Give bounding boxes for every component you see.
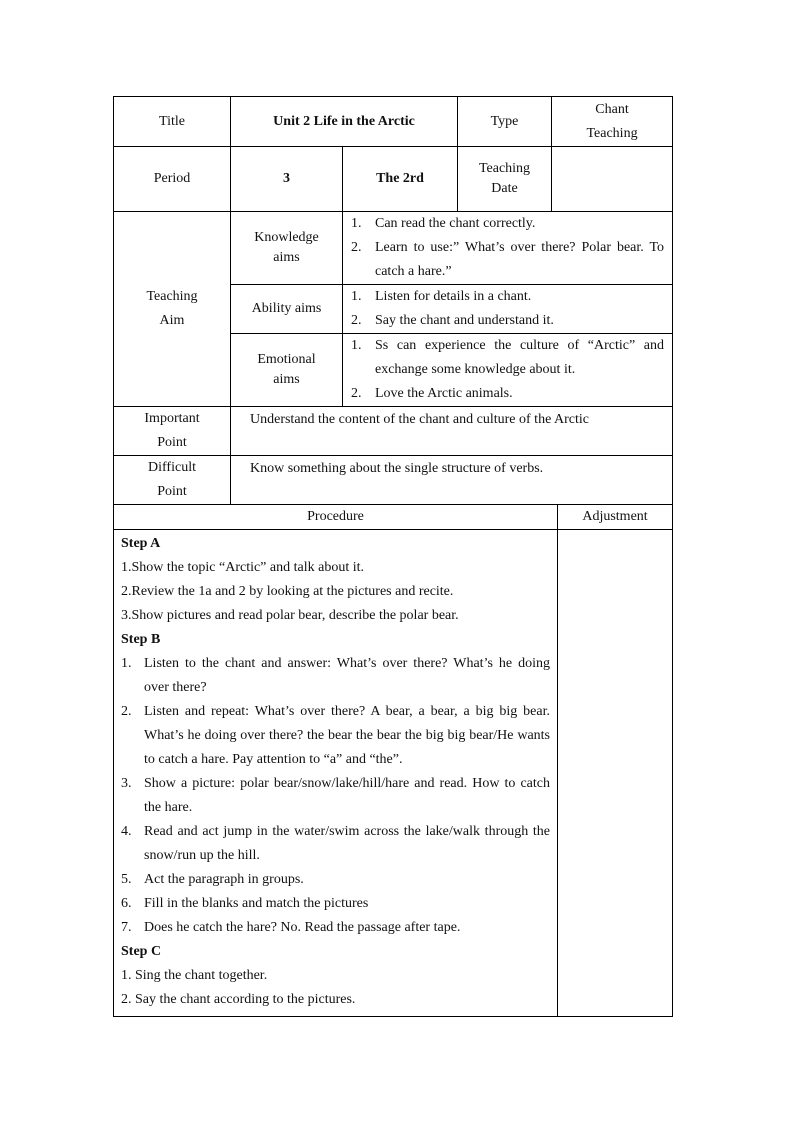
emotional-aims-label-line1: Emotional (257, 352, 316, 367)
item-text: Listen to the chant and answer: What’s over there? What’s he doing over there? (144, 656, 551, 695)
difficult-point-label (114, 456, 231, 505)
type-value-line2: Teaching (586, 125, 638, 141)
teaching-date-label (458, 147, 552, 212)
teaching-aim-label-line2: Aim (159, 313, 185, 328)
teaching-date-label-line2: Date (491, 181, 518, 196)
item-text: Can read the chant correctly. (375, 216, 536, 231)
list-item (121, 652, 550, 700)
step-b-title: Step B (121, 632, 161, 647)
period-label: Period (114, 147, 231, 212)
emotional-aims-label (231, 334, 343, 407)
item-number: 2. (351, 240, 362, 255)
step-c-line: 2. Say the chant according to the pictures. (121, 992, 356, 1007)
list-item (121, 772, 550, 820)
list-item (121, 868, 550, 892)
important-point-label (114, 407, 231, 456)
item-text: Act the paragraph in groups. (144, 872, 304, 887)
knowledge-aims-label-line2: aims (273, 250, 300, 265)
type-value (552, 97, 673, 147)
item-text: Say the chant and understand it. (375, 313, 554, 328)
list-item (121, 820, 550, 868)
procedure-content-row (114, 530, 673, 1017)
item-number: 2. (351, 313, 362, 328)
teaching-aim-label-line1: Teaching (146, 289, 198, 304)
item-text: Read and act jump in the water/swim across the lake/walk through the snow/run up the hill. (144, 824, 551, 863)
item-text: Love the Arctic animals. (375, 386, 513, 401)
title-row (114, 97, 673, 147)
lesson-plan-sheet (113, 96, 672, 1017)
ability-aims-label: Ability aims (231, 285, 343, 334)
list-item (351, 236, 664, 284)
title-label: Title (114, 97, 231, 147)
item-text: Listen for details in a chant. (375, 289, 532, 304)
list-item (351, 334, 664, 382)
step-a-line: 1.Show the topic “Arctic” and talk about it. (121, 560, 364, 575)
list-item (121, 916, 550, 940)
item-number: 1. (351, 216, 362, 231)
step-a-line: 2.Review the 1a and 2 by looking at the pictures and recite. (121, 584, 454, 599)
list-item (351, 212, 664, 236)
list-item (121, 700, 550, 772)
list-item (351, 382, 664, 406)
step-c-line: 1. Sing the chant together. (121, 968, 268, 983)
item-text: Learn to use:” What’s over there? Polar bear. To catch a hare.” (375, 240, 665, 279)
adjustment-header: Adjustment (558, 505, 673, 530)
period-name: The 2rd (343, 147, 458, 212)
list-item (121, 892, 550, 916)
procedure-header: Procedure (114, 505, 558, 530)
emotional-aims-list (343, 334, 672, 406)
item-number: 1. (121, 656, 132, 671)
difficult-point-row (114, 456, 673, 505)
emotional-aims-label-line2: aims (273, 372, 300, 387)
ability-aims-list (343, 285, 672, 333)
knowledge-aims-content (343, 212, 673, 285)
adjustment-content (558, 530, 673, 1017)
important-point-label-line1: Important (144, 411, 200, 426)
knowledge-aims-list (343, 212, 672, 284)
procedure-content (114, 530, 558, 1017)
item-text: Ss can experience the culture of “Arctic” and exchange some knowledge about it. (375, 338, 665, 377)
item-number: 2. (351, 386, 362, 401)
important-point-row (114, 407, 673, 456)
item-number: 6. (121, 896, 132, 911)
difficult-point-value: Know something about the single structure of verbs. (231, 456, 673, 505)
list-item (351, 285, 664, 309)
type-label: Type (458, 97, 552, 147)
step-a-title: Step A (121, 536, 161, 551)
knowledge-aims-label (231, 212, 343, 285)
lesson-plan-table (113, 96, 673, 1017)
knowledge-aims-row (114, 212, 673, 285)
item-number: 5. (121, 872, 132, 887)
teaching-aim-label (114, 212, 231, 407)
item-number: 2. (121, 704, 132, 719)
period-row (114, 147, 673, 212)
title-value: Unit 2 Life in the Arctic (231, 97, 458, 147)
emotional-aims-content (343, 334, 673, 407)
list-item (351, 309, 664, 333)
important-point-value: Understand the content of the chant and culture of the Arctic (231, 407, 673, 456)
important-point-label-line2: Point (157, 435, 187, 450)
item-number: 7. (121, 920, 132, 935)
item-text: Fill in the blanks and match the pictures (144, 896, 369, 911)
item-number: 3. (121, 776, 132, 791)
period-value: 3 (231, 147, 343, 212)
difficult-point-label-line2: Point (157, 484, 187, 499)
type-value-line1: Chant (595, 101, 629, 117)
ability-aims-content (343, 285, 673, 334)
difficult-point-label-line1: Difficult (148, 460, 196, 475)
step-a-line: 3.Show pictures and read polar bear, describe the polar bear. (121, 608, 459, 623)
step-c-title: Step C (121, 944, 162, 959)
item-text: Listen and repeat: What’s over there? A bear, a bear, a big big bear. What’s he doing over there? the bear the bear the big big bear/He wants to catch a hare. Pay attention to “a” and “the”. (144, 704, 551, 767)
item-number: 4. (121, 824, 132, 839)
knowledge-aims-label-line1: Knowledge (254, 230, 319, 245)
item-text: Does he catch the hare? No. Read the passage after tape. (144, 920, 461, 935)
item-text: Show a picture: polar bear/snow/lake/hill/hare and read. How to catch the hare. (144, 776, 551, 815)
teaching-date-value (552, 147, 673, 212)
item-number: 1. (351, 289, 362, 304)
procedure-header-row (114, 505, 673, 530)
item-number: 1. (351, 338, 362, 353)
teaching-date-label-line1: Teaching (478, 161, 531, 176)
